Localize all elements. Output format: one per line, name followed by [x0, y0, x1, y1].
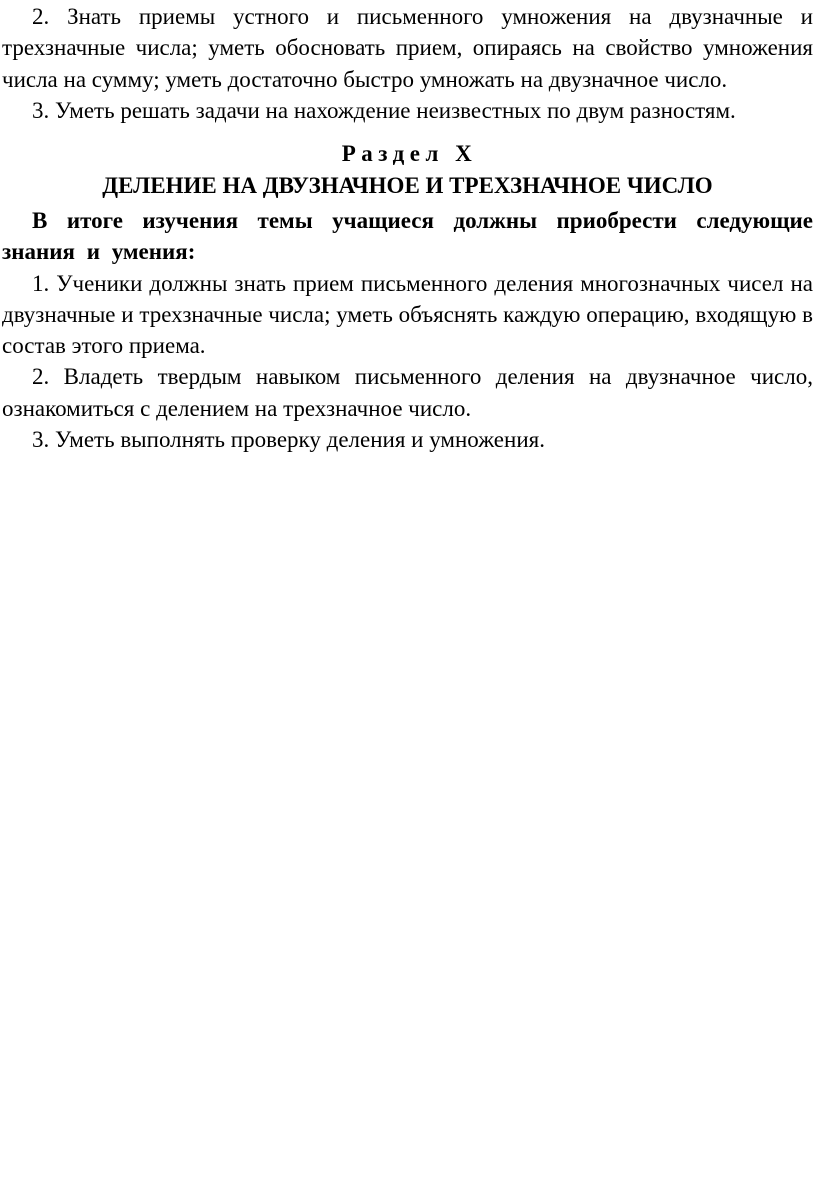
requirement-item: 1. Ученики должны знать прием письменного деления многозначных чисел на двузначные и трехзначные числа; уметь объяснять каждую операцию, входящую в состав этого приема. [2, 270, 813, 359]
intro-item: 2. Знать приемы устного и письменного умножения на двузначные и трехзначные числа; уметь обосновать прием, опираясь на свойство умножения числа на сумму; уметь достаточно быстро умножать на двузначное число. [2, 4, 813, 92]
intro-block [2, 1, 813, 126]
section-heading [2, 138, 813, 202]
section-label: Раздел X [341, 141, 478, 166]
requirement-item: 3. Уметь выполнять проверку деления и умножения. [32, 427, 545, 453]
requirement-item: 2. Владеть твердым навыком письменного деления на двузначное число, ознакомиться с делением на трехзначное число. [2, 364, 813, 421]
requirements-block [2, 205, 813, 455]
intro-item: 3. Уметь решать задачи на нахождение неизвестных по двум разностям. [32, 97, 736, 123]
section-title: ДЕЛЕНИЕ НА ДВУЗНАЧНОЕ И ТРЕХЗНАЧНОЕ ЧИСЛО [102, 173, 713, 199]
lead-paragraph: В итоге изучения темы учащиеся должны приобрести следующие знания и умения: [2, 208, 813, 265]
